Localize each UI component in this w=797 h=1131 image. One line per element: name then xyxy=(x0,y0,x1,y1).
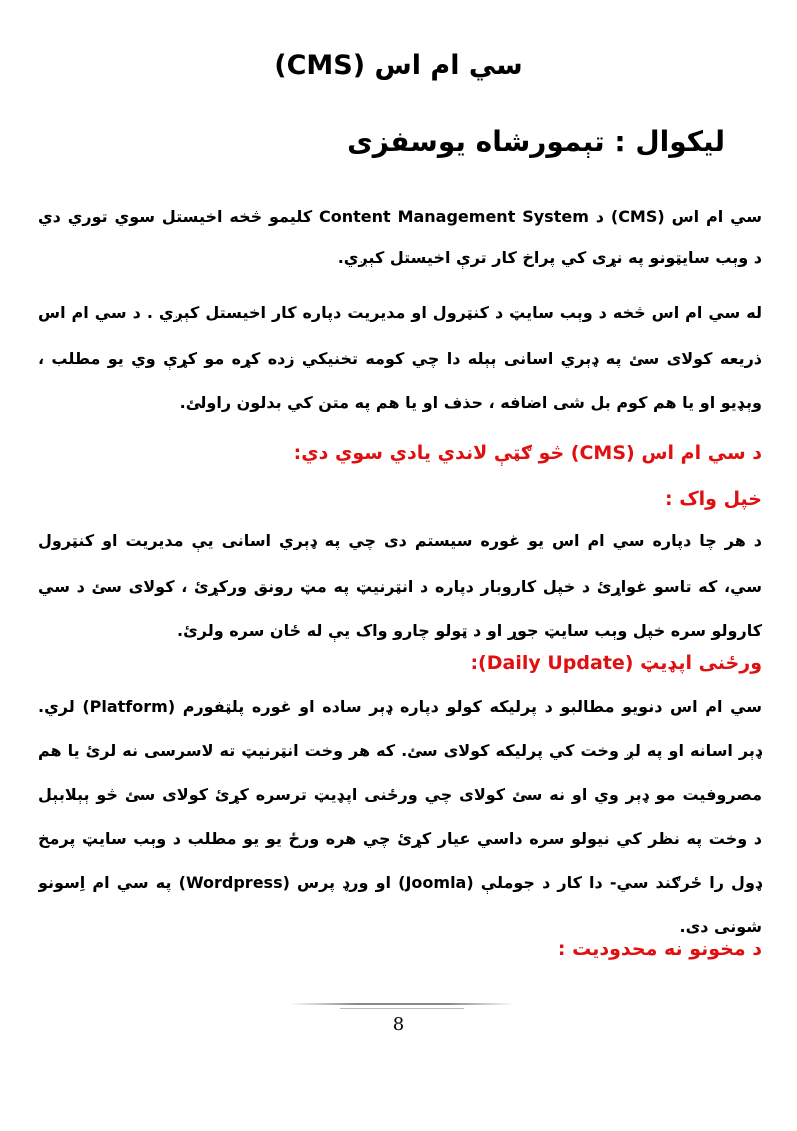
document-title: سي ام اس (CMS) xyxy=(274,50,523,81)
text-line: ډېر اسانه او په لږ وخت کي پرليکه کولای سئ. که هر وخت انټرنيټ ته لاسرسی نه لرئ يا هم xyxy=(38,741,762,760)
page-number: 8 xyxy=(392,1014,405,1035)
paragraph-daily-update xyxy=(38,684,762,948)
footer-divider xyxy=(289,1003,515,1005)
paragraph-control xyxy=(38,518,762,652)
text-line: شونی دی. xyxy=(679,917,762,936)
text-line: سي ام اس دنويو مطالبو د پرليکه کولو دپاره ډېر ساده او غوره پلټفورم (Platform) لري. xyxy=(38,697,762,716)
text-line: کارولو سره خپل وېب سايټ جوړ او د ټولو چارو واک يې له ځان سره ولرئ. xyxy=(177,621,762,640)
section-heading-benefits xyxy=(38,430,762,476)
section-heading-no-page-limit xyxy=(38,926,762,972)
paragraph-usage xyxy=(38,290,762,424)
heading-text: خپل واک : xyxy=(664,488,762,510)
text-line: سي، که تاسو غواړئ د خپل کاروبار دپاره د انټرنيټ په مټ رونق ورکړئ ، کولای سئ د سي xyxy=(38,577,762,596)
text-line: ذريعه کولای سئ په ډېري اسانی ېېله دا چي کومه تخنيکي زده کړه مو کړې وي يو مطلب ، xyxy=(38,349,762,368)
text-line: مصروفيت مو ډېر وي او نه سئ کولای چي ورځنی اپډيټ ترسره کړئ کولای سئ څو ېېلابېل xyxy=(38,785,762,804)
author-line: ليکوال : تېمورشاه يوسفزی xyxy=(347,125,725,158)
text-line: د وېب سايټونو په نړی کي پراخ کار ترې اخيستل کېږي. xyxy=(337,248,762,267)
heading-text: د سي ام اس (CMS) څو ګټې لاندي يادي سوي دي: xyxy=(293,442,762,464)
footer-divider-thin xyxy=(340,1008,464,1009)
section-heading-daily-update xyxy=(38,640,762,686)
heading-text: ورځنی اپډيټ (Daily Update): xyxy=(470,652,762,674)
text-line: سي ام اس (CMS) د Content Management System کليمو څخه اخيستل سوي توري دي xyxy=(38,207,762,226)
heading-text: د مخونو نه محدوديت : xyxy=(557,938,762,960)
section-heading-control xyxy=(38,476,762,522)
text-line: له سي ام اس څخه د وېب سايټ د کنټرول او مديريت دپاره کار اخيستل کېږي . د سي ام اس xyxy=(38,303,762,322)
text-line: د وخت په نظر کي نيولو سره داسي عيار کړئ چي هره ورځ يو يو مطلب د وېب سايټ پرمخ xyxy=(38,829,762,848)
text-line: وېډيو او يا هم کوم بل شی اضافه ، حذف او يا هم په متن کي بدلون راولئ. xyxy=(179,393,762,412)
text-line: ډول را ځرګند سي- دا کار د جوملې (Joomla) او ورډ پرس (Wordpress) په سي ام اِسونو xyxy=(38,873,762,892)
text-line: د هر چا دپاره سي ام اس يو غوره سيستم دی چي په ډېري اسانی يې مديريت او کنټرول xyxy=(38,531,762,550)
paragraph-intro xyxy=(38,194,762,276)
